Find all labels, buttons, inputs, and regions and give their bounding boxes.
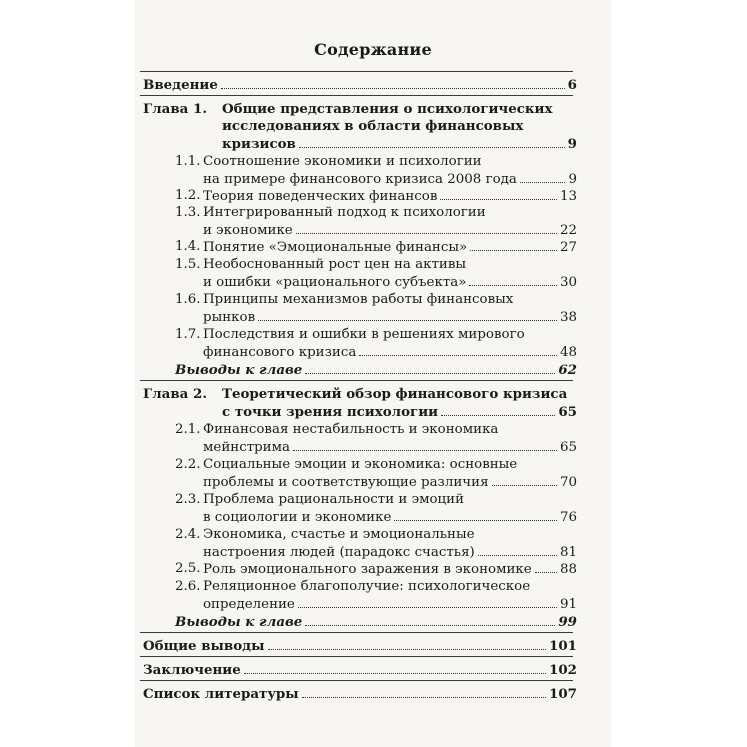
section-entry-page: 65 [559,440,577,455]
dot-leader [359,343,557,356]
dot-leader [441,403,555,416]
toc-entry-intro-text: Введение [143,77,218,93]
toc-entry-general-conclusions-text: Общие выводы [143,638,265,654]
section-line: Финансовая нестабильность и экономика [203,422,499,437]
section-entry [203,187,577,204]
section-entry-row [203,508,577,526]
chapter-2-conclusions-page: 99 [558,614,577,630]
chapter-1-title-last-row [222,135,577,153]
toc-entry-references [143,685,577,702]
section-entry [203,170,577,187]
chapter-2-title-last [222,403,577,420]
section-line: Экономика, счастье и эмоциональные [203,527,475,542]
section-entry-row [203,221,577,239]
section-number: 2.4. [175,527,201,542]
section-entry-page: 13 [559,189,577,204]
section-entry-page: 22 [559,223,577,238]
toc-entry-conclusion-text: Заключение [143,662,241,678]
chapter-1-title-last-text: кризисов [222,136,296,152]
toc-entry-intro-page: 6 [567,77,577,93]
chapter-1-conclusions-row [175,361,577,379]
dot-leader [469,273,557,286]
chapter-2-title-last-row [222,403,577,421]
toc-entry-references-row [143,685,577,703]
section-number: 1.7. [175,327,201,342]
section-entry [203,343,577,360]
section-entry [203,438,577,455]
chapter-2-number: Глава 2. [143,386,207,402]
chapter-1-conclusions-page: 62 [558,362,577,378]
toc-entry-intro [143,76,577,93]
section-entry-row [203,238,577,256]
section-line: Интегрированный подход к психологии [203,205,486,220]
toc-entry-references-text: Список литературы [143,686,299,702]
dot-leader [244,661,546,674]
section-line: Необоснованный рост цен на активы [203,257,467,272]
chapter-2-conclusions-row [175,613,577,631]
dot-leader [535,560,557,573]
section-entry [203,595,577,612]
section-entry-text: в социологии и экономике [203,510,392,525]
section-number: 2.2. [175,457,201,472]
section-entry-page: 48 [559,345,577,360]
chapter-1-title-line: исследованиях в области финансовых [222,118,524,134]
toc-entry-conclusion-row [143,661,577,679]
chapter-2-title-last-text: с точки зрения психологии [222,404,439,420]
section-number: 1.5. [175,257,201,272]
section-entry [203,543,577,560]
dot-leader [221,76,565,89]
divider [140,656,573,657]
section-entry-page: 70 [559,475,577,490]
divider [140,680,573,681]
dot-leader [296,221,557,234]
chapter-1-conclusions [175,361,577,378]
divider [140,95,573,96]
chapter-2-conclusions-text: Выводы к главе [175,614,303,630]
section-line: Реляционное благополучие: психологическое [203,579,531,594]
dot-leader [394,508,557,521]
section-entry-page: 91 [559,597,577,612]
section-line: Проблема рациональности и эмоций [203,492,465,507]
section-line: Соотношение экономики и психологии [203,154,482,169]
dot-leader [293,438,557,451]
section-entry-page: 76 [559,510,577,525]
section-entry-text: Роль эмоционального заражения в экономике [203,562,532,577]
section-line: Принципы механизмов работы финансовых [203,292,514,307]
section-entry-text: на примере финансового кризиса 2008 года [203,172,517,187]
section-entry-text: рынков [203,310,256,325]
toc-entry-general-conclusions-row [143,637,577,655]
chapter-2-title-line: Теоретический обзор финансового кризиса [222,386,568,402]
section-entry-page: 9 [568,172,577,187]
dot-leader [470,238,557,251]
section-entry-row [203,273,577,291]
dot-leader [440,187,557,200]
section-entry [203,560,577,577]
chapter-2-conclusions [175,613,577,630]
section-entry [203,473,577,490]
dot-leader [478,543,557,556]
section-entry-text: проблемы и соответствующие различия [203,475,489,490]
divider [140,71,573,72]
section-entry-page: 30 [559,275,577,290]
section-entry-text: определение [203,597,295,612]
section-number: 2.1. [175,422,201,437]
toc-entry-conclusion-page: 102 [549,662,577,678]
section-number: 2.3. [175,492,201,507]
divider [140,380,573,381]
section-number: 1.2. [175,188,201,203]
section-entry-row [203,595,577,613]
section-entry-text: настроения людей (парадокс счастья) [203,545,475,560]
dot-leader [258,308,557,321]
section-entry-row [203,170,577,188]
section-entry [203,508,577,525]
section-entry-row [203,560,577,578]
section-entry-row [203,343,577,361]
page-title: Содержание [314,40,432,59]
chapter-1-title-line: Общие представления о психологических [222,101,553,117]
chapter-1-title-last-page: 9 [567,136,577,152]
section-entry-row [203,308,577,326]
chapter-1-conclusions-text: Выводы к главе [175,362,303,378]
section-number: 1.1. [175,154,201,169]
section-entry [203,308,577,325]
section-entry-text: и экономике [203,223,293,238]
section-number: 1.6. [175,292,201,307]
section-entry-page: 81 [559,545,577,560]
toc-entry-references-page: 107 [549,686,577,702]
dot-leader [492,473,557,486]
chapter-1-number: Глава 1. [143,101,207,117]
chapter-2-title-last-page: 65 [558,404,577,420]
section-entry-text: и ошибки «рационального субъекта» [203,275,467,290]
section-entry-page: 88 [559,562,577,577]
dot-leader [305,361,555,374]
section-line: Последствия и ошибки в решениях мирового [203,327,525,342]
section-entry [203,221,577,238]
section-number: 1.3. [175,205,201,220]
dot-leader [305,613,555,626]
dot-leader [302,685,546,698]
section-number: 2.6. [175,579,201,594]
section-entry-text: Понятие «Эмоциональные финансы» [203,240,468,255]
toc-entry-general-conclusions-page: 101 [549,638,577,654]
section-entry-row [203,543,577,561]
section-entry-page: 38 [559,310,577,325]
section-entry-text: мейнстрима [203,440,290,455]
divider [140,632,573,633]
section-entry-row [203,187,577,205]
section-entry-row [203,438,577,456]
section-number: 1.4. [175,239,201,254]
toc-entry-intro-row [143,76,577,94]
chapter-1-title-last [222,135,577,152]
section-entry-page: 27 [559,240,577,255]
toc-entry-general-conclusions [143,637,577,654]
section-number: 2.5. [175,561,201,576]
section-entry [203,273,577,290]
section-entry-row [203,473,577,491]
section-entry-text: финансового кризиса [203,345,357,360]
section-line: Социальные эмоции и экономика: основные [203,457,518,472]
book-page [136,0,610,747]
dot-leader [520,170,566,183]
dot-leader [268,637,547,650]
section-entry [203,238,577,255]
toc-entry-conclusion [143,661,577,678]
dot-leader [298,595,557,608]
dot-leader [299,135,565,148]
section-entry-text: Теория поведенческих финансов [203,189,438,204]
